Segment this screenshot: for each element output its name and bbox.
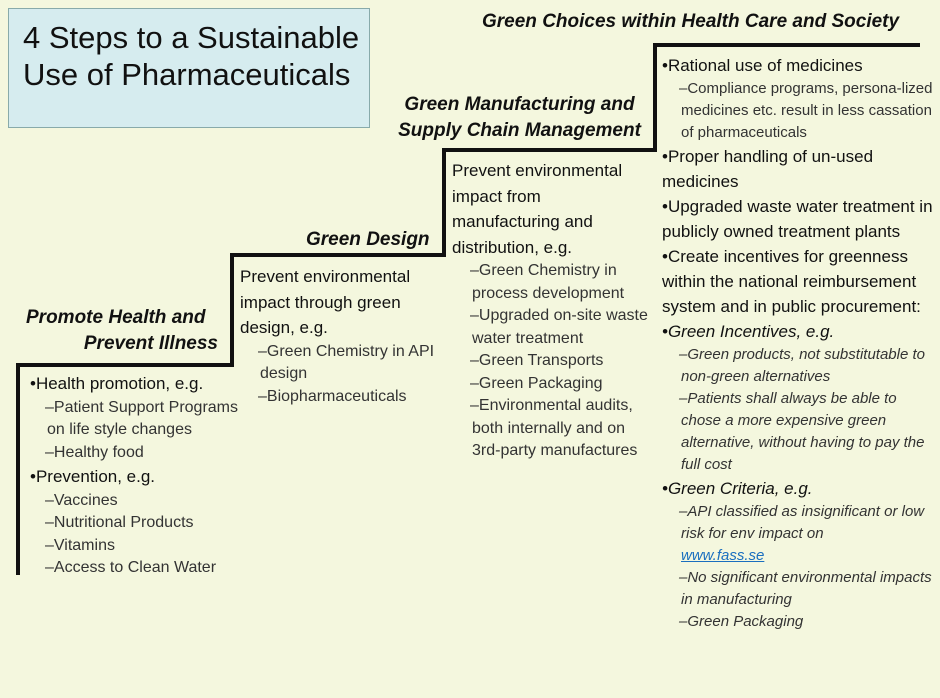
title-line-1: 4 Steps to a Sustainable [23,20,360,55]
step-1-sub-1: –Patient Support Programs on life style changes [45,398,238,438]
step-4-bullet-2: •Proper handling of un-used medicines [662,147,874,191]
step-1-heading-line-1: Promote Health and [26,307,206,328]
step-4-bullet-6: •Green Criteria, e.g. [662,479,813,498]
step-4-sub-6: –Green Packaging [679,613,804,630]
step-4-sub-1: –Compliance programs, persona-lized medicines etc. result in less cassation of pharmaceuticals [679,80,933,141]
step-1-heading-line-2: Prevent Illness [83,333,218,354]
step-1-sub-4: –Nutritional Products [45,514,194,531]
step-1-bullet-2: •Prevention, e.g. [30,467,156,486]
step-3-sub-3: –Green Transports [470,352,604,369]
title-line-2: Use of Pharmaceuticals [23,57,351,92]
step-1-content [30,371,242,580]
step-1-sub-3: –Vaccines [45,491,118,509]
step-2-sub-1: –Green Chemistry in API design [258,342,435,382]
step-3-heading-line-1: Green Manufacturing and [404,94,635,115]
step-4-bullet-1: •Rational use of medicines [662,56,863,75]
step-4-sub-4: –API classified as insignificant or low risk for env impact on [679,503,925,542]
step-3-heading-line-2: Supply Chain Management [398,120,641,141]
fass-link[interactable]: www.fass.se [681,547,765,564]
step-4-sub-2: –Green products, not substitutable to non-green alternatives [679,346,925,385]
step-1-sub-5: –Vitamins [45,536,115,554]
step-3-content [452,158,652,463]
step-4-bullet-3: •Upgraded waste water treatment in publicly owned treatment plants [662,197,933,241]
step-2-content [240,264,440,408]
step-2-bullet-1: Prevent environmental impact through green design, e.g. [240,267,411,337]
step-3-sub-2: –Upgraded on-site waste water treatment [470,307,648,347]
step-4-bullet-4: •Create incentives for greenness within the national reimbursement system and in public procurement: [662,247,921,316]
step-4-sub-5: –No significant environmental impacts in manufacturing [679,569,932,608]
step-4-content [662,53,934,633]
step-1-bullet-1: •Health promotion, e.g. [30,374,204,393]
step-3-sub-1: –Green Chemistry in process development [470,262,625,302]
step-1-sub-6: –Access to Clean Water [45,559,217,576]
step-2-sub-2: –Biopharmaceuticals [258,387,407,405]
step-4-heading: Green Choices within Health Care and Society [482,11,900,32]
title-box [8,8,370,128]
step-1-sub-2: –Healthy food [45,443,144,461]
step-4-sub-3: –Patients shall always be able to chose a more expensive green alternative, without having to pay the full cost [679,390,925,473]
step-4-bullet-5: •Green Incentives, e.g. [662,322,835,341]
step-3-sub-4: –Green Packaging [470,374,603,392]
step-3-bullet-1: Prevent environmental impact from manufacturing and distribution, e.g. [452,161,623,257]
step-2-heading: Green Design [306,229,430,250]
step-3-sub-5: –Environmental audits, both internally and on 3rd-party manufactures [470,397,638,459]
step-3-heading [392,92,647,144]
step-1-heading [26,305,222,357]
